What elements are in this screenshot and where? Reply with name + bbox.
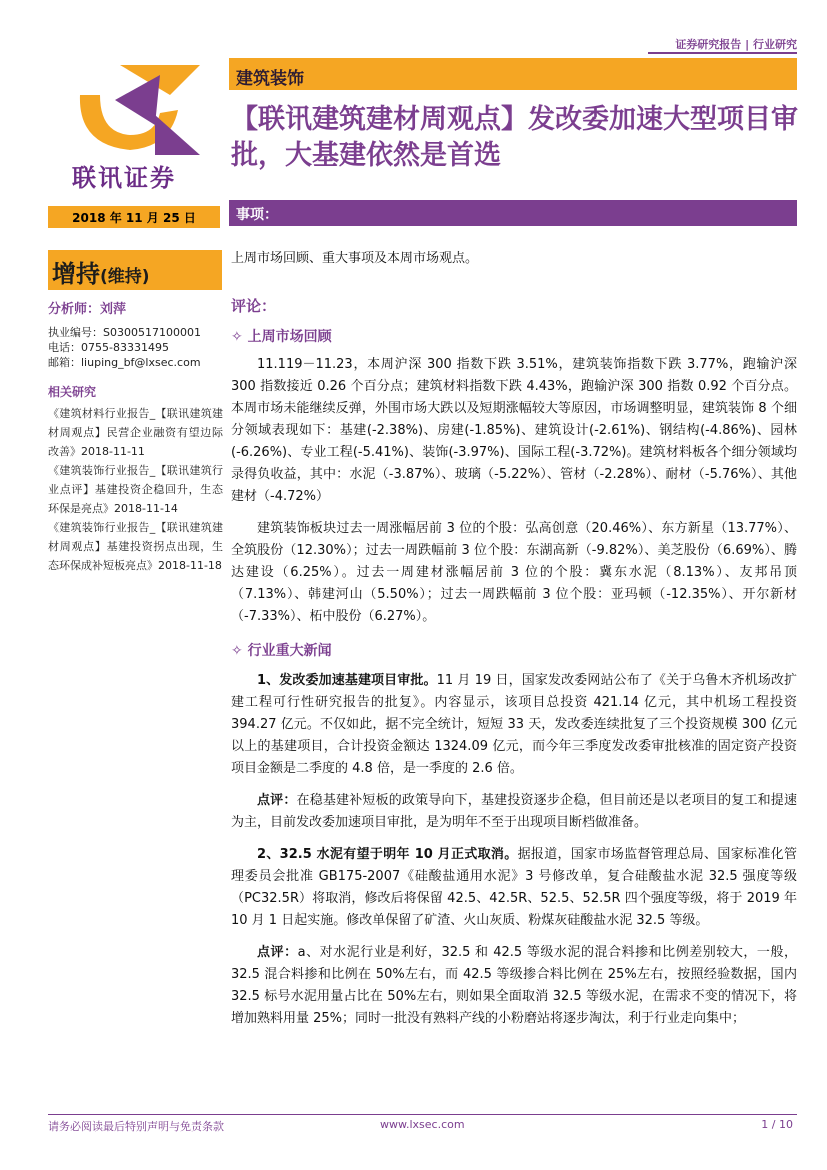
related-item[interactable]: 《建筑装饰行业报告_【联讯建筑行业点评】基建投资企稳回升，生态环保是亮点》2018-11-14 bbox=[48, 464, 223, 515]
paragraph bbox=[231, 844, 797, 932]
rating-sub: (维持) bbox=[100, 267, 150, 287]
comment-body: 在稳基建补短板的政策导向下，基建投资逐步企稳，但目前还是以老项目的复工和提速为主，目前发改委加速项目审批，是为明年不至于出现项目断档做准备。 bbox=[231, 793, 797, 830]
section-heading: ✧ 行业重大新闻 bbox=[231, 643, 332, 659]
related-item[interactable]: 《建筑装饰行业报告_【联讯建筑建材周观点】基建投资拐点出现，生态环保成补短板亮点》2018-11-18 bbox=[48, 521, 223, 572]
analyst-info bbox=[48, 325, 223, 370]
related-research-title: 相关研究 bbox=[48, 385, 97, 399]
paragraph bbox=[231, 670, 797, 780]
matters-banner bbox=[229, 200, 797, 226]
news-title: 2、32.5 水泥有望于明年 10 月正式取消。 bbox=[257, 847, 518, 862]
footer-disclaimer[interactable]: 请务必阅读最后特别声明与免责条款 bbox=[48, 1120, 224, 1133]
rating bbox=[52, 254, 150, 289]
analyst-name: 分析师：刘萍 bbox=[48, 302, 127, 317]
analyst-email[interactable]: 邮箱：liuping_bf@lxsec.com bbox=[48, 356, 201, 369]
sector-name: 建筑装饰 bbox=[236, 69, 304, 89]
page-number: 1 / 10 bbox=[761, 1118, 793, 1131]
paragraph: 11.119－11.23，本周沪深 300 指数下跌 3.51%，建筑装饰指数下跌 3.77%，跑输沪深 300 指数接近 0.26 个百分点；建筑材料指数下跌 4.43%，跑输沪深 300 指数 0.92 个百分点。本周市场未能继续反弹，外围市场大跌以及短期涨幅较大等原因，市场调整明显，建筑装饰 8 个细分领域表现如下：基建(-2.38%)、房建(-1.85%)、建筑设计(-2.61%)、钢结构(-4.86%)、园林(-6.26%)、专业工程(-5.41%)、装饰(-3.97%)、国际工程(-3.72%)。建筑材料板各个细分领域均录得负收益，其中：水泥（-3.87%）、玻璃（-5.22%）、管材（-2.28%）、耐材（-5.76%）、其他建材（-4.72%） bbox=[231, 357, 797, 504]
footer-divider bbox=[48, 1114, 797, 1115]
sector-banner bbox=[229, 58, 797, 90]
related-item[interactable]: 《建筑材料行业报告_【联讯建筑建材周观点】民营企业融资有望边际改善》2018-11-11 bbox=[48, 407, 223, 458]
news-title: 1、发改委加速基建项目审批。 bbox=[257, 673, 437, 688]
report-title: 【联讯建筑建材周观点】发改委加速大型项目审批，大基建依然是首选 bbox=[231, 104, 798, 171]
paragraph: 建筑装饰板块过去一周涨幅居前 3 位的个股：弘高创意（20.46%）、东方新星（13.77%）、全筑股份（12.30%）；过去一周跌幅前 3 位个股：东湖高新（-9.82%）、美芝股份（6.69%）、腾达建设（6.25%）。过去一周建材涨幅居前 3 位的个股：冀东水泥（8.13%）、友邦吊顶（7.13%）、韩建河山（5.50%）；过去一周跌幅前 3 位个股：亚玛顿（-12.35%）、开尔新材（-7.33%）、柘中股份（6.27%）。 bbox=[231, 521, 797, 624]
header-divider bbox=[648, 52, 797, 54]
rating-main: 增持 bbox=[52, 260, 100, 288]
report-type-label: 证券研究报告 | 行业研究 bbox=[675, 38, 797, 51]
section-market-review bbox=[231, 326, 797, 628]
section-industry-news bbox=[231, 640, 797, 1030]
footer-url[interactable]: www.lxsec.com bbox=[380, 1118, 465, 1131]
intro-text: 上周市场回顾、重大事项及本周市场观点。 bbox=[231, 251, 479, 266]
matters-label: 事项： bbox=[236, 207, 278, 223]
related-research-list bbox=[48, 404, 223, 575]
comment-body: a、对水泥行业是利好，32.5 和 42.5 等级水泥的混合料掺和比例差别较大，一般，32.5 混合料掺和比例在 50%左右，而 42.5 等级掺合料比例在 25%左右，按照经验数据，国内 32.5 标号水泥用量占比在 50%左右，则如果全面取消 32.5 等级水泥，在需求不变的情况下，将增加熟料用量 25%；同时一批没有熟料产线的小粉磨站将逐步淘汰，利于行业走向集中； bbox=[231, 945, 797, 1026]
review-label: 评论： bbox=[231, 297, 277, 315]
news-body: 据报道，国家市场监督管理总局、国家标准化管理委员会批准 GB175-2007《硅酸盐通用水泥》3 号修改单，复合硅酸盐水泥 32.5 强度等级（PC32.5R）将取消，修改后将保留 42.5、42.5R、52.5、52.5R 四个强度等级，将于 2019 年 10 月 1 日起实施。修改单保留了矿渣、火山灰质、粉煤灰硅酸盐水泥 32.5 等级。 bbox=[231, 847, 797, 928]
report-date: 2018 年 11 月 25 日 bbox=[72, 211, 196, 225]
comment-label: 点评： bbox=[257, 945, 298, 960]
company-logo-text: 联讯证券 bbox=[72, 164, 176, 192]
comment-label: 点评： bbox=[257, 793, 297, 808]
paragraph bbox=[231, 942, 797, 1030]
news-body: 11 月 19 日，国家发改委网站公布了《关于乌鲁木齐机场改扩建工程可行性研究报告的批复》。内容显示，该项目总投资 421.14 亿元，其中机场工程投资 394.27 亿元。不仅如此，据不完全统计，短短 33 天，发改委连续批复了三个投资规模 300 亿元以上的基建项目，合计投资金额达 1324.09 亿元，而今年三季度发改委审批核准的固定资产投资项目金额是二季度的 4.8 倍，是一季度的 2.6 倍。 bbox=[231, 673, 798, 776]
analyst-phone: 电话：0755-83331495 bbox=[48, 341, 169, 354]
section-heading: ✧ 上周市场回顾 bbox=[231, 329, 332, 345]
analyst-license: 执业编号：S0300517100001 bbox=[48, 326, 201, 339]
paragraph bbox=[231, 790, 797, 834]
